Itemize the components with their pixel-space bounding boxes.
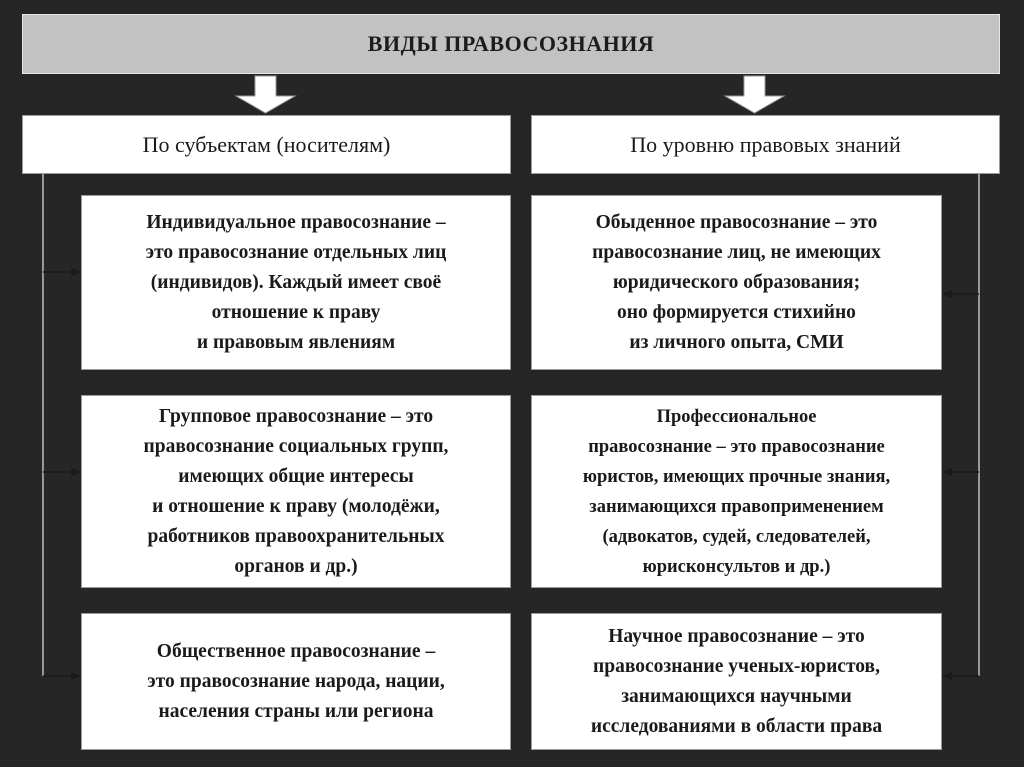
category-by-knowledge-level: По уровню правовых знаний <box>531 115 1000 174</box>
everyday-consciousness-box: Обыденное правосознание – это правосознание лиц, не имеющих юридического образования; оно формируется стихийно из личного опыта, СМИ <box>531 195 942 370</box>
group-consciousness-box: Групповое правосознание – это правосознание социальных групп, имеющих общие интересы и отношение к праву (молодёжи, работников правоохранительных органов и др.) <box>81 395 511 588</box>
category-by-subject: По субъектам (носителям) <box>22 115 511 174</box>
diagram-title: ВИДЫ ПРАВОСОЗНАНИЯ <box>22 14 1000 74</box>
public-consciousness-box: Общественное правосознание – это правосознание народа, нации, населения страны или региона <box>81 613 511 750</box>
professional-consciousness-box: Профессиональное правосознание – это правосознание юристов, имеющих прочные знания, занимающихся правоприменением (адвокатов, судей, следователей, юрисконсультов и др.) <box>531 395 942 588</box>
down-arrow-left <box>236 76 295 113</box>
individual-consciousness-box: Индивидуальное правосознание – это правосознание отдельных лиц (индивидов). Каждый имеет своё отношение к праву и правовым явлениям <box>81 195 511 370</box>
scientific-consciousness-box: Научное правосознание – это правосознание ученых-юристов, занимающихся научными исследованиями в области права <box>531 613 942 750</box>
down-arrow-right <box>725 76 784 113</box>
